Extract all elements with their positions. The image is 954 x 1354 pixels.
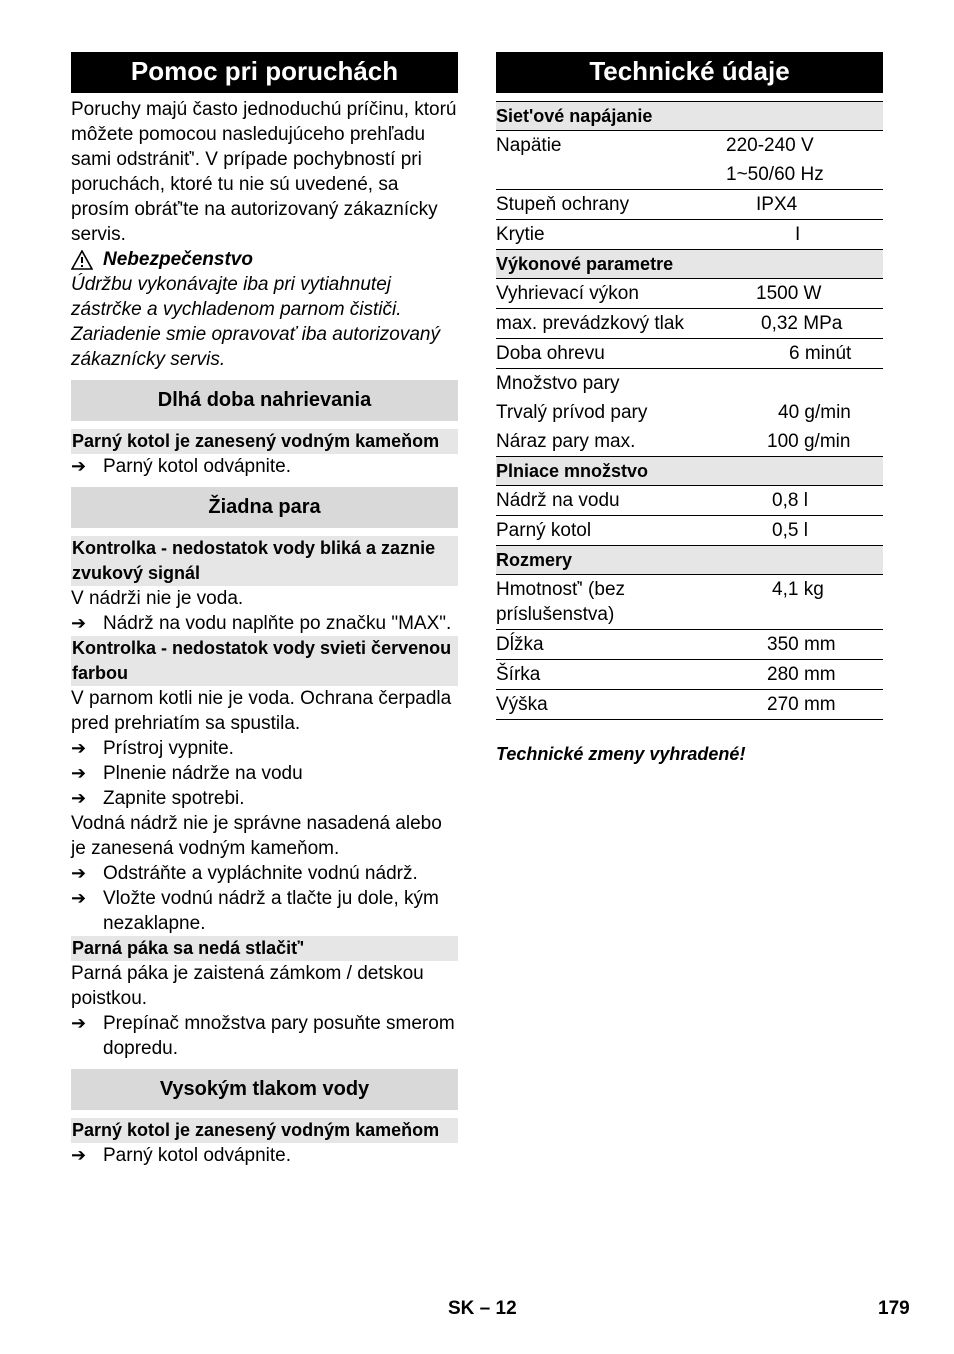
- warning-triangle-icon: [71, 250, 93, 270]
- row-label: Parný kotol: [496, 520, 592, 541]
- paragraph: Parná páka je zaistená zámkom / detskou poistkou.: [71, 963, 424, 1009]
- subsection-indicator-red: Kontrolka - nedostatok vody svieti červenou farbou: [71, 636, 458, 686]
- arrow-right-icon: ➔: [71, 863, 87, 883]
- list-item: [71, 761, 458, 786]
- row-label: Náraz pary max.: [496, 431, 636, 452]
- table-group-dimensions: Rozmery: [496, 546, 883, 575]
- row-value: 1~50/60 Hz: [726, 164, 824, 185]
- table-row: [496, 690, 883, 720]
- arrow-right-icon: ➔: [71, 763, 87, 783]
- table-row: [496, 339, 883, 369]
- subsection-lever: Parná páka sa nedá stlačiť': [71, 936, 458, 961]
- section-no-steam: Žiadna para: [71, 487, 458, 528]
- arrow-right-icon: ➔: [71, 738, 87, 758]
- table-row: [496, 575, 883, 630]
- step-text: Nádrž na vodu naplňte po značku "MAX".: [103, 613, 452, 634]
- row-value: 0,32 MPa: [761, 313, 843, 334]
- row-label: Vyhrievací výkon: [496, 283, 639, 304]
- row-label: Doba ohrevu: [496, 343, 605, 364]
- table-row: [496, 398, 883, 427]
- arrow-right-icon: ➔: [71, 888, 87, 908]
- step-text: Prístroj vypnite.: [103, 738, 234, 759]
- row-value: 0,8 l: [772, 490, 808, 511]
- row-value: 6 minút: [789, 343, 852, 364]
- row-value: 280 mm: [767, 664, 836, 685]
- arrow-right-icon: ➔: [71, 788, 87, 808]
- step-text: Prepínač množstva pary posuňte smerom dopredu.: [103, 1013, 455, 1059]
- table-group-power: Siet'ové napájanie: [496, 102, 883, 131]
- row-value: 350 mm: [767, 634, 836, 655]
- subsection-scale: Parný kotol je zanesený vodným kameňom: [71, 429, 458, 454]
- footer-section-label: SK – 12: [448, 1298, 517, 1319]
- list-item: [71, 454, 458, 479]
- technical-table: [496, 101, 883, 720]
- table-row: [496, 660, 883, 690]
- list-item: [71, 1143, 458, 1168]
- warning-text: Údržbu vykonávajte iba pri vytiahnutej zástrčke a vychladenom parnom čističi. Zariadenie smie opravovať iba autorizovaný zákaznícky servis.: [71, 274, 440, 370]
- paragraph: V nádrži nie je voda.: [71, 588, 244, 609]
- subsection-indicator-blinks: Kontrolka - nedostatok vody bliká a zaznie zvukový signál: [71, 536, 458, 586]
- list-item: [71, 861, 458, 886]
- table-row: [496, 190, 883, 220]
- table-row: [496, 309, 883, 339]
- row-value: 4,1 kg: [772, 579, 824, 600]
- row-label: Stupeň ochrany: [496, 194, 630, 215]
- warning-heading: [71, 247, 458, 272]
- technical-changes-note: Technické zmeny vyhradené!: [496, 744, 746, 764]
- row-value: 40 g/min: [778, 402, 851, 423]
- page-number: 179: [878, 1298, 910, 1319]
- subsection-scale: Parný kotol je zanesený vodným kameňom: [71, 1118, 458, 1143]
- table-group-performance: Výkonové parametre: [496, 250, 883, 279]
- row-label: Šírka: [496, 664, 541, 685]
- technical-data-column: [496, 52, 883, 765]
- row-value: 270 mm: [767, 694, 836, 715]
- troubleshooting-column: [71, 52, 458, 1168]
- table-row: [496, 279, 883, 309]
- list-item: [71, 1011, 458, 1061]
- row-label: Krytie: [496, 224, 545, 245]
- row-label: Hmotnosť' (bez príslušenstva): [496, 579, 626, 625]
- table-row: [496, 131, 883, 160]
- arrow-right-icon: ➔: [71, 613, 87, 633]
- intro-paragraph: Poruchy majú často jednoduchú príčinu, ktorú môžete pomocou nasledujúceho prehľadu sami odstrániť'. V prípade pochybností pri poruchách, ktoré tu nie sú uvedené, sa prosím obráť'te na autorizovaný zákaznícky servis.: [71, 99, 457, 245]
- step-text: Parný kotol odvápnite.: [103, 456, 292, 477]
- step-text: Parný kotol odvápnite.: [103, 1145, 292, 1166]
- table-row: [496, 220, 883, 250]
- row-label: Výška: [496, 694, 548, 715]
- row-label: Množstvo pary: [496, 373, 620, 394]
- arrow-right-icon: ➔: [71, 1013, 87, 1033]
- section-high-pressure: Vysokým tlakom vody: [71, 1069, 458, 1110]
- row-value: 100 g/min: [767, 431, 851, 452]
- row-label: Dĺžka: [496, 634, 544, 655]
- list-item: [71, 886, 458, 936]
- table-group-capacity: Plniace množstvo: [496, 457, 883, 486]
- list-item: [71, 611, 458, 636]
- step-text: Odstráňte a vypláchnite vodnú nádrž.: [103, 863, 418, 884]
- arrow-right-icon: ➔: [71, 456, 87, 476]
- list-item: [71, 736, 458, 761]
- table-row: [496, 516, 883, 546]
- table-row: [496, 160, 883, 190]
- troubleshooting-title: Pomoc pri poruchách: [71, 52, 458, 93]
- warning-label: Nebezpečenstvo: [103, 249, 253, 270]
- row-value: 220-240 V: [726, 135, 814, 156]
- row-label: max. prevádzkový tlak: [496, 313, 684, 334]
- list-item: [71, 786, 458, 811]
- paragraph: V parnom kotli nie je voda. Ochrana čerpadla pred prehriatím sa spustila.: [71, 688, 452, 734]
- arrow-right-icon: ➔: [71, 1145, 87, 1165]
- table-row: [496, 427, 883, 457]
- row-label: [496, 162, 716, 187]
- row-value: 1500 W: [756, 283, 822, 304]
- row-label: Nádrž na vodu: [496, 490, 620, 511]
- row-value: IPX4: [756, 194, 798, 215]
- table-row: [496, 630, 883, 660]
- step-text: Zapnite spotrebi.: [103, 788, 245, 809]
- paragraph: Vodná nádrž nie je správne nasadená alebo je zanesená vodným kameňom.: [71, 813, 442, 859]
- section-long-heating: Dlhá doba nahrievania: [71, 380, 458, 421]
- step-text: Vložte vodnú nádrž a tlačte ju dole, kým nezaklapne.: [103, 888, 439, 934]
- table-row: [496, 486, 883, 516]
- technical-data-title: Technické údaje: [496, 52, 883, 93]
- table-row: [496, 369, 883, 398]
- row-value: 0,5 l: [772, 520, 808, 541]
- row-value: I: [795, 224, 801, 245]
- step-text: Plnenie nádrže na vodu: [103, 763, 303, 784]
- row-label: Napätie: [496, 135, 562, 156]
- row-label: Trvalý prívod pary: [496, 402, 648, 423]
